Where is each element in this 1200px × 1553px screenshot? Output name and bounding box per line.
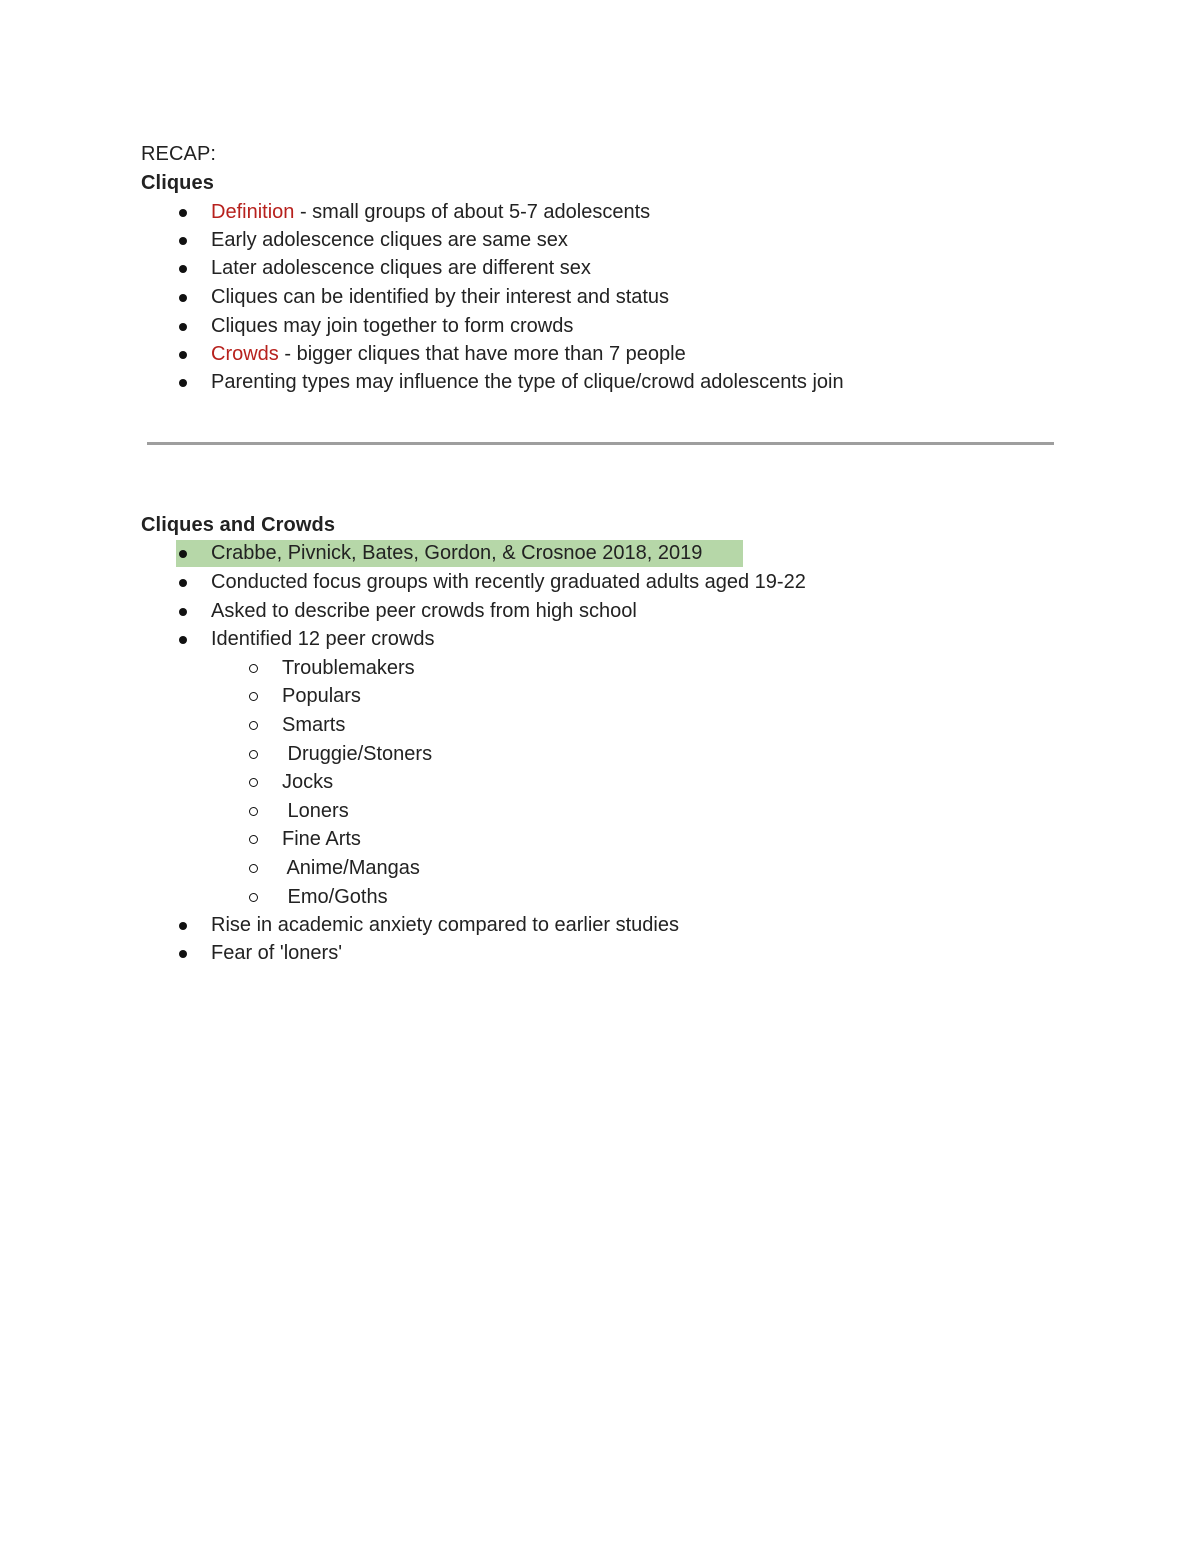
bullet-icon xyxy=(179,209,187,217)
sub-list-item xyxy=(248,827,648,853)
list-item xyxy=(178,370,978,396)
bullet-icon xyxy=(179,323,187,331)
list-item-text: Identified 12 peer crowds xyxy=(211,628,435,650)
sub-list-item-text: Loners xyxy=(282,800,349,822)
sub-list-item-text: Jocks xyxy=(282,771,334,793)
circle-bullet-icon xyxy=(249,778,258,787)
sub-list-item-text: Troublemakers xyxy=(282,657,415,679)
list-item-text: Rise in academic anxiety compared to earlier studies xyxy=(211,914,679,936)
list-item xyxy=(178,228,778,254)
sub-list-item xyxy=(248,885,648,911)
sub-list-item-text: Anime/Mangas xyxy=(282,857,420,879)
sub-list-item-text: Fine Arts xyxy=(282,828,361,850)
list-item xyxy=(178,570,938,596)
list-item-text: Asked to describe peer crowds from high school xyxy=(211,600,637,622)
bullet-icon xyxy=(179,608,187,616)
sub-list-item xyxy=(248,684,648,710)
list-item-text: Crabbe, Pivnick, Bates, Gordon, & Crosnoe 2018, 2019 xyxy=(211,542,703,564)
list-item-text: Parenting types may influence the type of clique/crowd adolescents join xyxy=(211,371,844,393)
sub-list-item xyxy=(248,713,648,739)
list-item xyxy=(178,599,778,625)
bullet-icon xyxy=(179,294,187,302)
bullet-icon xyxy=(179,351,187,359)
section-heading-cliques-and-crowds: Cliques and Crowds xyxy=(141,514,336,536)
list-item xyxy=(178,200,778,226)
recap-label: RECAP: xyxy=(141,143,217,165)
sub-list-item-text: Druggie/Stoners xyxy=(282,743,433,765)
sub-list-item xyxy=(248,656,648,682)
list-item-text: Cliques can be identified by their interest and status xyxy=(211,286,670,308)
bullet-icon xyxy=(179,579,187,587)
circle-bullet-icon xyxy=(249,835,258,844)
bullet-icon xyxy=(179,237,187,245)
list-item-text: Cliques may join together to form crowds xyxy=(211,315,574,337)
circle-bullet-icon xyxy=(249,721,258,730)
list-item-text: Later adolescence cliques are different sex xyxy=(211,257,591,279)
list-item xyxy=(178,314,778,340)
crowds-term: Crowds xyxy=(211,343,279,365)
bullet-icon xyxy=(179,922,187,930)
circle-bullet-icon xyxy=(249,692,258,701)
sub-list-item xyxy=(248,770,648,796)
sub-list-item xyxy=(248,799,648,825)
circle-bullet-icon xyxy=(249,750,258,759)
list-item xyxy=(178,941,778,967)
list-item-text: Early adolescence cliques are same sex xyxy=(211,229,568,251)
list-item-text: Conducted focus groups with recently graduated adults aged 19-22 xyxy=(211,571,806,593)
sub-list-item xyxy=(248,742,648,768)
sub-list-item-text: Smarts xyxy=(282,714,346,736)
list-item xyxy=(178,627,778,653)
list-item xyxy=(178,285,778,311)
circle-bullet-icon xyxy=(249,864,258,873)
list-item xyxy=(178,342,778,368)
list-item-text: Fear of 'loners' xyxy=(211,942,343,964)
bullet-icon xyxy=(179,636,187,644)
list-item-text: - small groups of about 5-7 adolescents xyxy=(294,201,651,223)
bullet-icon xyxy=(179,265,187,273)
bullet-icon xyxy=(179,550,187,558)
list-item-text: - bigger cliques that have more than 7 people xyxy=(278,343,686,365)
sub-list-item-text: Populars xyxy=(282,685,361,707)
list-item xyxy=(178,256,778,282)
bullet-icon xyxy=(179,379,187,387)
list-item xyxy=(178,913,878,939)
definition-term: Definition xyxy=(211,201,295,223)
sub-list-item xyxy=(248,856,648,882)
section-heading-cliques: Cliques xyxy=(141,172,214,194)
horizontal-divider xyxy=(147,442,1054,445)
circle-bullet-icon xyxy=(249,664,258,673)
circle-bullet-icon xyxy=(249,807,258,816)
bullet-icon xyxy=(179,950,187,958)
list-item-highlighted xyxy=(178,541,778,567)
circle-bullet-icon xyxy=(249,893,258,902)
sub-list-item-text: Emo/Goths xyxy=(282,886,388,908)
